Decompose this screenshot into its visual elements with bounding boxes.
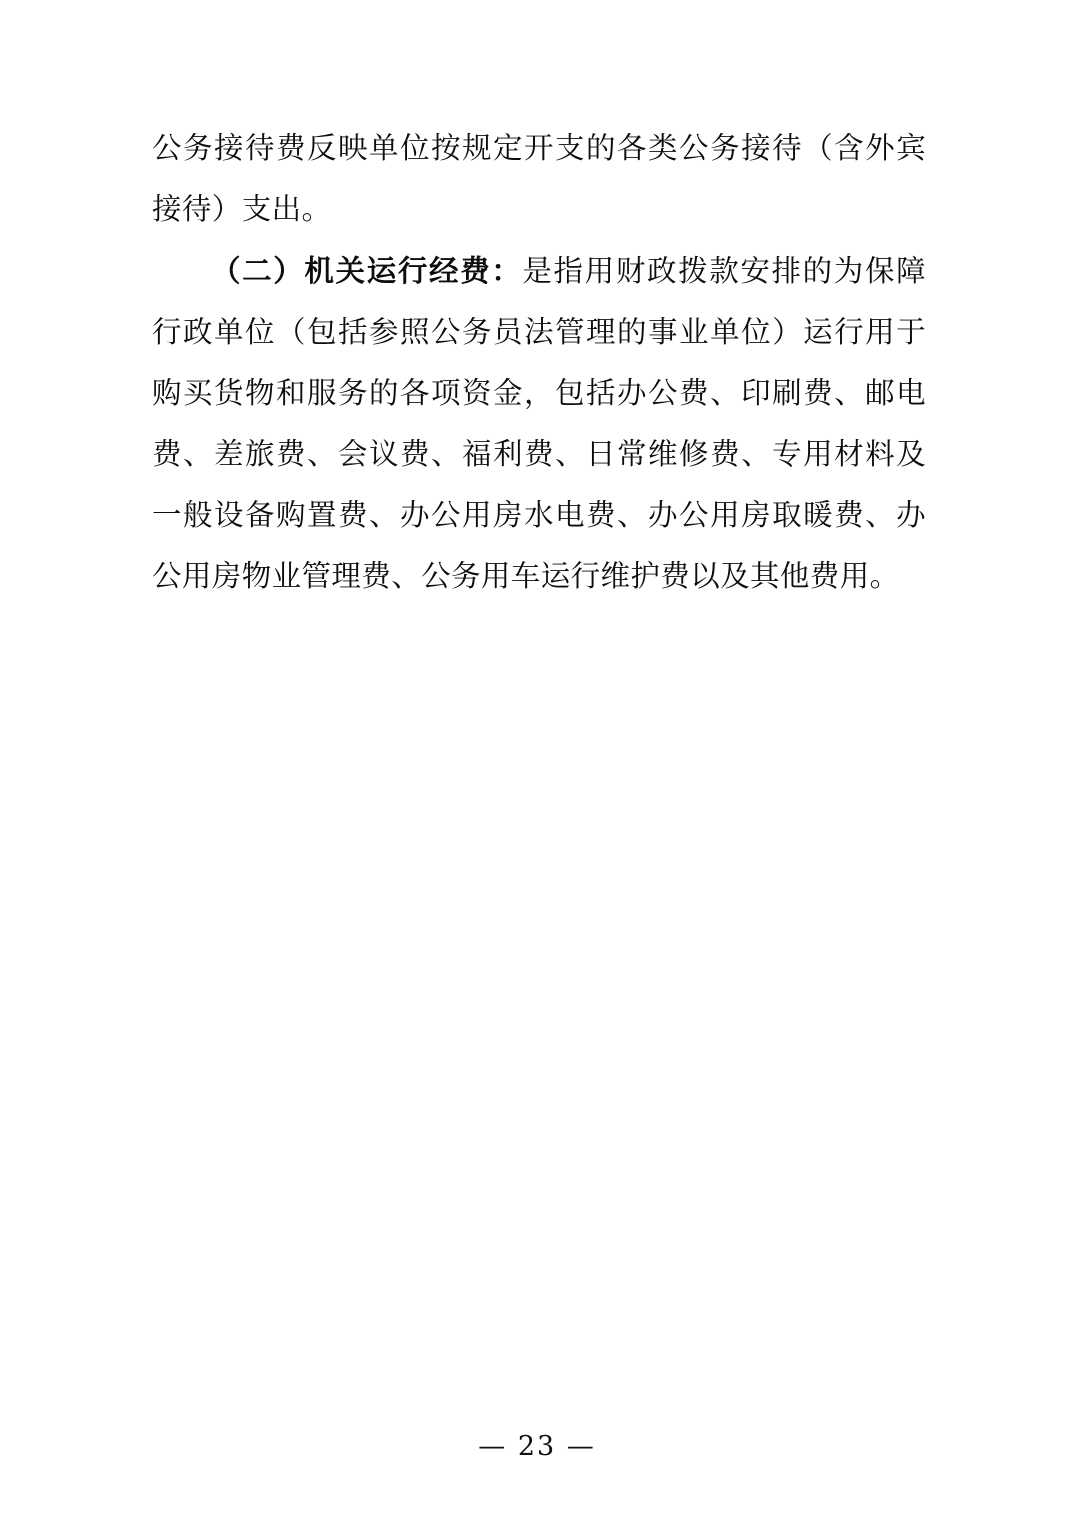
paragraph-public-reception-fee — [152, 118, 926, 240]
document-body — [152, 118, 926, 607]
paragraph-agency-operating-expenses — [152, 240, 926, 607]
paragraph-text: 公务接待费反映单位按规定开支的各类公务接待（含外宾接待）支出。 — [152, 131, 926, 226]
page-number-footer: — 23 — — [478, 1431, 596, 1462]
paragraph-lead-label: （二）机关运行经费： — [211, 253, 523, 288]
paragraph-text: 是指用财政拨款安排的为保障行政单位（包括参照公务员法管理的事业单位）运行用于购买货物和服务的各项资金，包括办公费、印刷费、邮电费、差旅费、会议费、福利费、日常维修费、专用材料及一般设备购置费、办公用房水电费、办公用房取暖费、办公用房物业管理费、公务用车运行维护费以及其他费用。 — [152, 254, 926, 593]
